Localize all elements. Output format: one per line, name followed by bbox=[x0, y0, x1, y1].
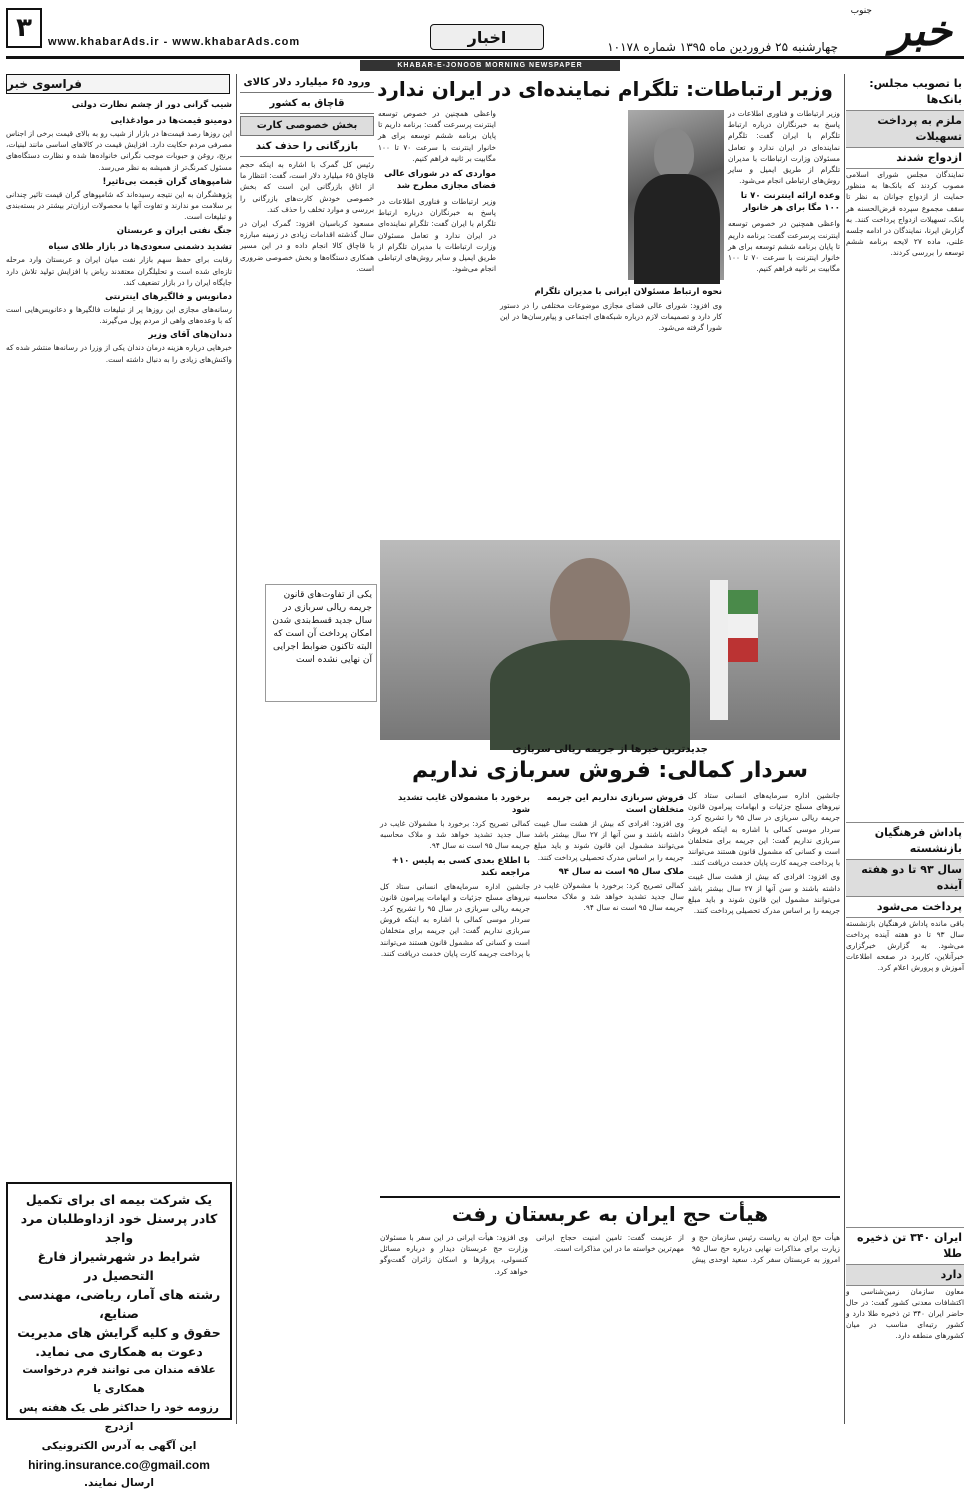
right-column bbox=[846, 74, 964, 1424]
main-story-paragraph: وزیر ارتباطات و فناوری اطلاعات در پاسخ به خبرنگاران درباره ارتباط تلگرام با ایران گفت: تلگرام نماینده‌ای در ایران ندارد و تعامل مسئولان وزارت ارتباطات با مدیران تلگرام از طریق ایمیل و سایر روش‌های ارتباطی انجام می‌شود. bbox=[728, 109, 840, 186]
sardar-column-1 bbox=[688, 790, 840, 1190]
customs-headline-1[interactable]: ورود ۶۵ میلیارد دلار کالای bbox=[240, 74, 374, 93]
fc-column bbox=[6, 96, 232, 1176]
teacher-paragraph: باقی مانده پاداش فرهنگیان بازنشسته سال ۹۳ تا دو هفته آینده پرداخت می‌شود. به گزارش خبرگزاری خبرآنلاین، کاربرد در صفحه اطلاعات آموزش و پرورش اعلام کرد. bbox=[846, 918, 964, 973]
masthead bbox=[0, 0, 970, 70]
fc-subtitle[interactable]: تشدید دشمنی سعودی‌ها در بازار طلای سیاه bbox=[48, 242, 232, 253]
ad-line: ارسال نمایند. bbox=[84, 1477, 154, 1489]
ad-line: این آگهی به آدرس الکترونیکی bbox=[41, 1440, 197, 1452]
fc-paragraph: رقابت برای حفظ سهم بازار نفت میان ایران و عربستان وارد مرحله تازه‌ای شده است و تحلیلگران معتقدند ریاض با افزایش تولید تلاش دارد جایگاه ایران را در بازار تضعیف کند. bbox=[6, 255, 232, 287]
fc-subtitle[interactable]: دومینو قیمت‌ها در موادغذایی bbox=[110, 116, 232, 126]
ad-line: رزومه خود را حداکثر طی یک هفته پس ازدرج bbox=[19, 1402, 219, 1433]
customs-headline-3[interactable]: بخش خصوصی کارت bbox=[240, 116, 374, 136]
fc-title[interactable]: جنگ نفتی ایران و عربستان bbox=[116, 226, 232, 237]
sardar-subhead: ملاک سال ۹۵ است نه سال ۹۴ bbox=[558, 866, 684, 877]
sardar-column-2 bbox=[534, 790, 684, 1190]
ad-email-link[interactable]: hiring.insurance.co@gmail.com bbox=[28, 1458, 210, 1472]
logo-sub: جنوب bbox=[850, 6, 872, 16]
main-story-paragraph: وزیر ارتباطات و فناوری اطلاعات در پاسخ به خبرنگاران درباره ارتباط تلگرام با ایران گفت: تلگرام نماینده‌ای در ایران ندارد و تعامل مسئولان وزارت ارتباطات با مدیران تلگرام از طریق ایمیل و سایر روش‌های ارتباطی انجام می‌شود. bbox=[378, 197, 496, 274]
headline-bank-3[interactable]: ازدواج شدند bbox=[846, 148, 964, 169]
fc-paragraph: این روزها رصد قیمت‌ها در بازار از شیب رو به بالای قیمت برخی از اجناس مصرفی مردم حکایت دارد. افزایش قیمت در کالاهای اساسی مانند لبنیات، برنج، روغن و حبوبات موجب نگرانی خانواده‌ها شده و نظارت دستگاه‌های مسئول کمرنگ‌تر از همیشه به نظر می‌رسد. bbox=[6, 129, 232, 172]
issue-date: چهارشنبه ۲۵ فروردین ماه ۱۳۹۵ شماره ۱۰۱۷۸ bbox=[607, 40, 838, 54]
newspaper-logo bbox=[844, 4, 962, 58]
sardar-paragraph: وی افزود: افرادی که بیش از هشت سال غیبت داشته باشند و سن آنها از ۲۷ سال بیشتر باشد می‌توانند مشمول این قانون شوند و باید مبلغ جریمه را بر اساس مدرک تحصیلی پرداخت کنند. bbox=[534, 819, 685, 862]
gold-reserve-paragraph: معاون سازمان زمین‌شناسی و اکتشافات معدنی کشور گفت: در حال حاضر ایران ۳۴۰ تن ذخیره طلا دارد و کشور رتبه‌ای مناسب در میان کشورهای منطقه دارد. bbox=[846, 1286, 964, 1341]
bank-paragraph: نمایندگان مجلس شورای اسلامی مصوب کردند که بانک‌ها به منظور حمایت از ازدواج جوانان به نظر تا سقف مجموع سپرده قرض‌الحسنه هر بانک، تسهیلات ازدواج پرداخت کنند. به گزارش ایرنا، نمایندگان در ادامه جلسه علنی، ماده ۲۷ لایحه برنامه ششم توسعه را بررسی کردند. bbox=[846, 170, 964, 258]
pull-quote: یکی از تفاوت‌های قانون جریمه ریالی سربازی در سال جدید قسط‌بندی شدن امکان پرداخت آن است که البته تاکنون ضوابط اجرایی آن نهایی نشده است bbox=[265, 584, 377, 702]
headline-teacher-3[interactable]: پرداخت می‌شود bbox=[846, 897, 964, 918]
ad-line: حقوق و کلیه گرایش های مدیریت bbox=[17, 1325, 221, 1340]
main-story-column-2 bbox=[500, 284, 722, 534]
flag-pole bbox=[710, 580, 728, 720]
ad-line: کادر پرسنل خود ازداوطلبان مرد واجد bbox=[20, 1211, 218, 1245]
sardar-headline[interactable]: سردار کمالی: فروش سربازی نداریم bbox=[411, 758, 809, 783]
sardar-subhead: فروش سربازی نداریم این جریمه متخلفان است bbox=[546, 793, 684, 815]
fc-paragraph: پژوهشگران به این نتیجه رسیده‌اند که شامپوهای گران قیمت تاثیر چندانی بر سلامت مو ندارند و تفاوت آنها با محصولات ارزان‌تر بیشتر در بسته‌بندی و تبلیغات است. bbox=[6, 189, 232, 222]
main-story-paragraph: واعظی همچنین در خصوص توسعه اینترنت پرسرعت گفت: برنامه داریم تا پایان برنامه ششم توسعه برای هر خانوار اینترنت با سرعت ۷۰ تا ۱۰۰ مگابیت بر ثانیه فراهم کنیم. bbox=[728, 219, 840, 274]
customs-paragraph: رئیس کل گمرک با اشاره به اینکه حجم قاچاق ۶۵ میلیارد دلار است، گفت: انتظار ما از اتاق بازرگانی این است که بخش خصوصی خودش کارت‌های بازرگانی را بررسی و موارد تخلف را حذف کند. bbox=[240, 160, 374, 214]
customs-column bbox=[240, 74, 374, 1424]
column-divider bbox=[844, 74, 845, 1424]
sardar-paragraph: جانشین اداره سرمایه‌های انسانی ستاد کل نیروهای مسلح جزئیات و ابهامات پیرامون قانون جریمه ریالی سربازی در سال ۹۵ را تشریح کرد. سردار موسی کمالی با اشاره به اینکه فروش سربازی نداریم گفت: این جریمه برای متخلفان است و کسانی که مشمول قانون هستند می‌توانند با پرداخت جریمه کارت پایان خدمت دریافت کنند. bbox=[688, 791, 840, 868]
minister-photo bbox=[628, 110, 724, 280]
main-subhead: وعده ارائه اینترنت ۷۰ تا ۱۰۰ مگا برای هر خانوار bbox=[740, 191, 840, 214]
ad-line: علاقه مندان می توانند فرم درخواست همکاری یا bbox=[22, 1364, 216, 1395]
hajj-paragraph: وی افزود: هیأت ایرانی در این سفر با مسئولان وزارت حج عربستان دیدار و درباره مسائل کنسولی، پروازها و اسکان زائران گفت‌وگو خواهد کرد. bbox=[380, 1233, 528, 1276]
flag-red bbox=[728, 638, 758, 662]
bank-paragraph-continued bbox=[846, 262, 964, 822]
main-subhead: مواردی که در شورای عالی فضای مجازی مطرح شد bbox=[384, 169, 496, 192]
main-story-paragraph: وی افزود: شورای عالی فضای مجازی موضوعات مختلفی را در دستور کار دارد و تصمیمات لازم درباره شبکه‌های اجتماعی و پیام‌رسان‌ها در این شورا گرفته می‌شود. bbox=[500, 301, 722, 333]
main-story-column-3 bbox=[378, 108, 496, 528]
sardar-paragraph: کمالی تصریح کرد: برخورد با مشمولان غایب در سال جدید تشدید خواهد شد و ملاک محاسبه جریمه سال ۹۵ است نه سال ۹۴. bbox=[534, 880, 684, 913]
page-number: ۳ bbox=[6, 8, 42, 48]
sardar-kicker: جدیدترین خبرها از جریمه ریالی سربازی bbox=[512, 744, 708, 755]
main-story-column-1 bbox=[728, 108, 840, 528]
header-banner: KHABAR-E-JONOOB MORNING NEWSPAPER bbox=[360, 60, 620, 71]
fc-section-header: فراسوی خبر bbox=[6, 74, 230, 94]
headline-teacher-1[interactable]: پاداش فرهنگیان بازنشسته bbox=[846, 822, 964, 860]
sardar-paragraph: وی افزود: افرادی که بیش از هشت سال غیبت داشته باشند و سن آنها از ۲۷ سال بیشتر باشد می‌توانند مشمول این قانون شوند و باید مبلغ جریمه را بر اساس مدرک تحصیلی پرداخت کنند. bbox=[688, 872, 840, 916]
sardar-subhead: با اطلاع بعدی کسی به پلیس ۱۰+ مراجعه نکند bbox=[391, 855, 530, 878]
flag-white bbox=[728, 614, 758, 638]
main-headline[interactable]: وزیر ارتباطات: تلگرام نماینده‌ای در ایران ندارد bbox=[377, 77, 833, 101]
general-photo bbox=[380, 540, 840, 740]
fc-title[interactable]: دندان‌های آقای وزیر bbox=[148, 330, 232, 341]
fc-paragraph: خبرهایی درباره هزینه درمان دندان یکی از وزرا در رسانه‌ها منتشر شده که واکنش‌های زیادی را به دنبال داشته است. bbox=[6, 343, 232, 364]
ad-line: رشته های آمار، ریاضی، مهندسی صنایع، bbox=[17, 1287, 221, 1321]
teacher-paragraph-continued bbox=[846, 977, 964, 1227]
sardar-paragraph: کمالی تصریح کرد: برخورد با مشمولان غایب در سال جدید تشدید خواهد شد و ملاک محاسبه جریمه سال ۹۵ است نه سال ۹۴. bbox=[380, 819, 530, 851]
flag-green bbox=[728, 590, 758, 614]
job-advertisement bbox=[6, 1182, 232, 1489]
customs-headline-4[interactable]: بازرگانی را حذف کند bbox=[240, 138, 374, 157]
customs-paragraph: مسعود کرباسیان افزود: گمرک ایران در سال گذشته اقدامات زیادی در زمینه مبارزه با قاچاق کالا انجام داده و در این مسیر همکاری دستگاه‌ها و بخش خصوصی ضروری است. bbox=[240, 219, 374, 273]
logo-word: خبر bbox=[890, 6, 952, 55]
headline-gold-2[interactable]: دارد bbox=[846, 1265, 964, 1286]
site-url[interactable]: www.khabarAds.ir - www.khabarAds.com bbox=[48, 36, 301, 48]
column-divider bbox=[236, 74, 237, 1424]
ad-line: یک شرکت بیمه ای برای تکمیل bbox=[25, 1192, 213, 1207]
headline-teacher-2[interactable]: سال ۹۳ تا دو هفته آینده bbox=[846, 860, 964, 897]
fc-paragraph: رسانه‌های مجازی این روزها پر از تبلیغات فالگیرها و دعانویس‌هایی است که با وعده‌های واهی از مردم پول می‌گیرند. bbox=[6, 305, 232, 326]
headline-bank-1[interactable]: با تصویب مجلس: بانک‌ها bbox=[846, 74, 964, 111]
fc-title[interactable]: شامپوهای گران قیمت بی‌تاثیر! bbox=[102, 176, 232, 187]
sardar-subhead: برخورد با مشمولان غایب تشدید شود bbox=[398, 793, 530, 815]
main-subhead: نحوه ارتباط مسئولان ایرانی با مدیران تلگرام bbox=[534, 287, 722, 297]
main-story-paragraph: واعظی همچنین در خصوص توسعه اینترنت پرسرعت گفت: برنامه داریم تا پایان برنامه ششم توسعه برای هر خانوار اینترنت با سرعت ۷۰ تا ۱۰۰ مگابیت بر ثانیه فراهم کنیم. bbox=[378, 109, 496, 163]
hajj-headline[interactable]: هیأت حج ایران به عربستان رفت bbox=[380, 1196, 840, 1228]
section-title: اخبار bbox=[430, 24, 544, 50]
ad-line: دعوت به همکاری می نماید. bbox=[35, 1344, 203, 1359]
header-rule bbox=[6, 56, 964, 59]
customs-headline-2[interactable]: قاچاق به کشور bbox=[240, 95, 374, 114]
fc-title[interactable]: شیب گرانی دور از چشم نظارت دولتی bbox=[71, 100, 232, 110]
hajj-paragraph: هیأت حج ایران به ریاست رئیس سازمان حج و زیارت برای مذاکرات نهایی درباره حج سال ۹۵ امروز به عربستان سفر کرد. سعید اوحدی پیش از عزیمت گفت: تامین امنیت حجاج ایرانی مهم‌ترین خواسته ما در این مذاکرات است. bbox=[536, 1233, 840, 1265]
headline-bank-2[interactable]: ملزم به پرداخت تسهیلات bbox=[846, 111, 964, 148]
sardar-column-3 bbox=[380, 790, 530, 1190]
sardar-paragraph: جانشین اداره سرمایه‌های انسانی ستاد کل نیروهای مسلح جزئیات و ابهامات پیرامون قانون جریمه ریالی سربازی در سال ۹۵ را تشریح کرد. سردار موسی کمالی با اشاره به اینکه فروش سربازی نداریم گفت: این جریمه برای متخلفان است و کسانی که مشمول قانون هستند می‌توانند با پرداخت جریمه کارت پایان خدمت دریافت کنند. bbox=[380, 881, 530, 958]
hajj-story bbox=[380, 1232, 840, 1422]
fc-title[interactable]: دمانویس و فالگیرهای اینترنتی bbox=[105, 292, 232, 303]
headline-gold-1[interactable]: ایران ۳۴۰ تن ذخیره طلا bbox=[846, 1227, 964, 1265]
ad-line: شرایط در شهرشیراز فارغ التحصیل در bbox=[37, 1249, 201, 1283]
